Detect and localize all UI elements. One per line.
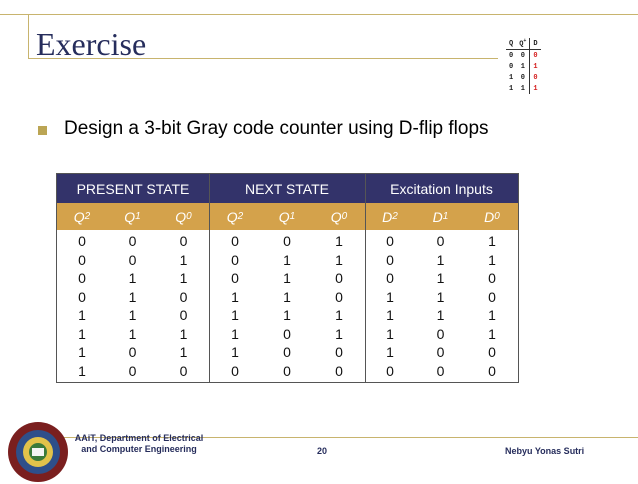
mini-header-q: Q [506,38,516,50]
table-cell: 0 [128,251,137,268]
table-cell: 1 [488,325,496,342]
table-cell: 0 [335,344,343,361]
mini-cell: 1 [509,73,514,82]
table-cell: 1 [436,270,445,287]
table-cell: 0 [386,233,394,250]
table-cell: 0 [488,288,496,305]
mini-cell: 1 [509,84,514,93]
footer-organization: AAiT, Department of Electrical and Computer Engineering [74,433,204,454]
table-cell: 0 [231,233,239,250]
mini-cell: 0 [509,51,514,60]
mini-cell: 1 [533,62,538,71]
column-header: Q 2 [226,208,244,225]
table-cell: 1 [231,325,239,342]
group-excitation-inputs: Excitation Inputs [390,180,493,197]
table-cell: 1 [179,270,188,287]
table-cell: 0 [78,288,86,305]
bullet-square-icon [38,126,47,135]
table-cell: 1 [386,325,394,342]
table-cell: 1 [231,344,239,361]
table-cell: 0 [78,233,86,250]
table-cell: 1 [335,325,343,342]
table-row [57,362,518,381]
mini-header-qplus: Q+ [516,38,530,50]
group-header-row [57,174,518,203]
column-header: Q 1 [278,208,296,225]
column-header: Q 0 [175,208,192,225]
table-cell: 0 [179,307,188,324]
table-cell: 1 [386,307,394,324]
table-cell: 1 [78,325,86,342]
group-present-state: PRESENT STATE [76,180,190,197]
d-flipflop-truth-table [506,38,541,94]
table-row [57,232,518,251]
table-cell: 1 [335,307,343,324]
university-seal-icon [6,420,70,484]
column-header: Q 1 [124,208,141,225]
table-cell: 0 [488,344,496,361]
table-cell: 0 [283,362,291,379]
table-cell: 1 [488,233,496,250]
table-cell: 1 [335,251,343,268]
page-number: 20 [317,446,328,456]
table-cell: 1 [436,307,445,324]
table-cell: 1 [386,344,394,361]
table-body [57,232,518,380]
table-cell: 0 [436,233,445,250]
table-cell: 1 [179,325,188,342]
table-cell: 0 [231,270,239,287]
mini-cell: 0 [516,72,530,83]
table-cell: 1 [283,288,291,305]
table-cell: 0 [335,362,343,379]
slide-title: Exercise [36,26,147,62]
table-cell: 1 [128,325,137,342]
mini-header-d: D [530,38,541,50]
table-cell: 1 [231,288,239,305]
mini-cell: 0 [516,50,530,62]
column-header-row [57,203,518,230]
table-cell: 0 [488,362,496,379]
table-cell: 1 [231,307,239,324]
table-cell: 0 [436,325,445,342]
table-cell: 1 [436,288,445,305]
table-cell: 0 [436,344,445,361]
table-cell: 1 [283,270,291,287]
mini-cell: 0 [509,62,514,71]
table-cell: 1 [78,307,86,324]
table-cell: 0 [179,362,188,379]
table-cell: 0 [128,362,137,379]
table-row [57,251,518,270]
table-cell: 0 [335,270,343,287]
table-cell: 0 [386,362,394,379]
table-cell: 0 [283,325,291,342]
table-cell: 0 [78,251,86,268]
mini-cell: 0 [533,51,538,60]
table-cell: 1 [488,251,496,268]
table-cell: 1 [179,344,188,361]
group-next-state: NEXT STATE [244,180,329,197]
table-row [57,269,518,288]
table-cell: 0 [128,344,137,361]
table-cell: 0 [335,288,343,305]
table-cell: 0 [231,362,239,379]
column-header: D 0 [484,208,500,225]
table-cell: 0 [488,270,496,287]
mini-cell: 1 [516,83,530,94]
table-cell: 1 [128,288,137,305]
table-cell: 1 [283,251,291,268]
column-header: D 1 [432,208,449,225]
mini-cell: 0 [533,73,538,82]
table-cell: 0 [283,344,291,361]
table-cell: 1 [78,344,86,361]
table-row [57,288,518,307]
column-header: D 2 [382,208,398,225]
table-cell: 1 [128,307,137,324]
table-cell: 0 [386,251,394,268]
column-header: Q 0 [330,208,348,225]
bullet-text: Design a 3-bit Gray code counter using D-flip flops [64,118,489,139]
table-cell: 0 [179,288,188,305]
table-cell: 0 [386,270,394,287]
table-cell: 1 [78,362,86,379]
table-cell: 1 [283,307,291,324]
table-cell: 1 [386,288,394,305]
table-cell: 0 [231,251,239,268]
table-cell: 0 [436,362,445,379]
table-cell: 0 [128,233,137,250]
table-row [57,343,518,362]
table-cell: 0 [179,233,188,250]
table-cell: 1 [436,251,445,268]
table-row [57,306,518,325]
mini-cell: 1 [533,84,538,93]
gray-code-state-table [56,173,519,383]
table-cell: 1 [335,233,343,250]
table-cell: 1 [179,251,188,268]
table-cell: 1 [128,270,137,287]
table-cell: 1 [488,307,496,324]
top-rule [0,14,638,15]
table-cell: 0 [283,233,291,250]
title-left-rule [28,14,29,58]
table-row [57,325,518,344]
mini-cell: 1 [516,61,530,72]
column-header: Q 2 [73,208,91,225]
table-cell: 0 [78,270,86,287]
footer-author: Nebyu Yonas Sutri [505,446,585,456]
